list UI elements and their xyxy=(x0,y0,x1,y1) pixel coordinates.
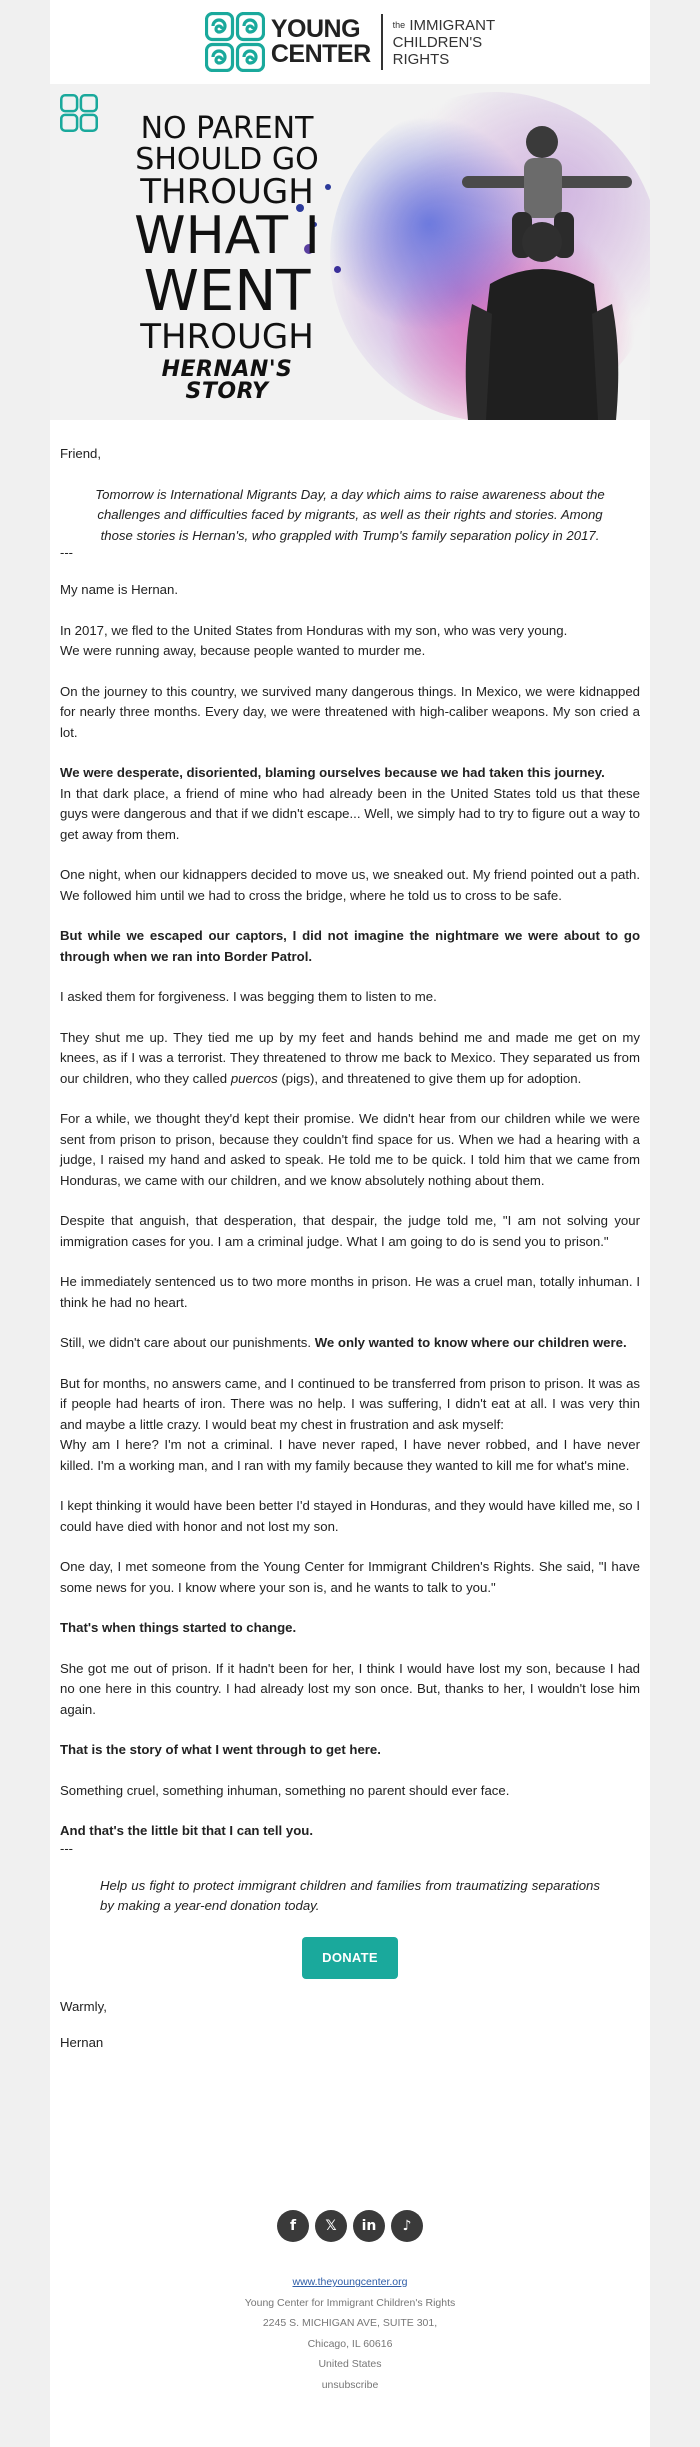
donation-appeal: Help us fight to protect immigrant children and families from traumatizing separations by making a year-end donation today. xyxy=(100,1877,600,1913)
x-twitter-icon[interactable]: 𝕏 xyxy=(315,2210,347,2242)
footer-country: United States xyxy=(318,2358,382,2370)
paragraph: On the journey to this country, we survived many dangerous things. In Mexico, we were kidnapped for nearly three months. Every day, we were threatened with high-caliber weapons. My son cried a lot. xyxy=(60,683,640,740)
paragraph: In that dark place, a friend of mine who had already been in the United States told us that these guys were dangerous and that if we didn't escape... Well, we simply had to try to figure out a way to get away from them. xyxy=(60,785,640,842)
paragraph: He immediately sentenced us to two more months in prison. He was a cruel man, totally inhuman. I think he had no heart. xyxy=(60,1274,640,1310)
social-links xyxy=(50,2210,650,2242)
paragraph: I kept thinking it would have been better I'd stayed in Honduras, and they would have killed me, so I could have died with honor and not lost my son. xyxy=(60,1498,640,1534)
hero-line: SHOULD GO xyxy=(135,141,319,177)
logo-wordmark xyxy=(271,17,371,67)
logo-subtitle xyxy=(393,17,496,68)
paragraph-bold: We were desperate, disoriented, blaming ourselves because we had taken this journey. xyxy=(60,765,605,780)
italic-word: puercos xyxy=(230,1070,278,1086)
intro-paragraph: Tomorrow is International Migrants Day, a day which aims to raise awareness about the challenges and difficulties faced by migrants, as well as their rights and stories. Among those stories is Hernan's, who grappled with Trump's family separation policy in 2017. xyxy=(95,486,605,543)
father-son-photo xyxy=(442,114,642,420)
paragraph xyxy=(60,1028,640,1090)
hero-line: WHAT I xyxy=(134,205,320,266)
signoff-name: Hernan xyxy=(60,2035,104,2050)
hero-line: THROUGH xyxy=(140,317,314,357)
hero-banner[interactable] xyxy=(50,84,650,420)
paragraph: Despite that anguish, that desperation, that despair, the judge told me, "I am not solving your immigration cases for you. I am a criminal judge. What I am going to do is send you to prison." xyxy=(60,1213,640,1249)
letter-body xyxy=(50,420,650,2051)
footer-org: Young Center for Immigrant Children's Rights xyxy=(244,2296,456,2309)
bold-run: We only wanted to know where our children were. xyxy=(314,1335,627,1350)
paragraph: For a while, we thought they'd kept their promise. We didn't hear from our children while we were sent from prison to prison, because they couldn't find space for us. When we had a hearing with a judge, I raised my hand and asked to speak. He told me to be quick. I told him that we came from Honduras, we came with our children, and we know absolutely nothing about them. xyxy=(60,1111,640,1188)
header xyxy=(50,0,650,84)
hero-logo-icon xyxy=(60,94,98,132)
paragraph-bold: That's when things started to change. xyxy=(60,1620,297,1635)
paragraph: Why am I here? I'm not a criminal. I have never raped, I have never robbed, and I have never killed. I'm a working man, and I ran with my family because they wanted to kill me for what's mine. xyxy=(60,1437,640,1473)
logo-childrens: CHILDREN'S xyxy=(392,33,483,51)
paragraph: I asked them for forgiveness. I was begging them to listen to me. xyxy=(60,989,437,1004)
separator: --- xyxy=(60,545,73,560)
paragraph-bold: But while we escaped our captors, I did not imagine the nightmare we were about to go through when we ran into Border Patrol. xyxy=(60,928,640,964)
email-container xyxy=(50,0,650,2447)
paint-dot xyxy=(334,266,341,273)
footer xyxy=(50,2272,650,2395)
paragraph: My name is Hernan. xyxy=(60,582,178,597)
paragraph: But for months, no answers came, and I continued to be transferred from prison to prison. It was as if people had hearts of iron. There was no help. I was suffering, I didn't eat at all. I was very thin and maybe a little crazy. I would beat my chest in frustration and ask myself: xyxy=(60,1375,640,1432)
paragraph-bold: That is the story of what I went through to get here. xyxy=(60,1742,381,1757)
paragraph: We were running away, because people wanted to murder me. xyxy=(60,643,426,658)
paragraph: One day, I met someone from the Young Center for Immigrant Children's Rights. She said, "I have some news for you. I know where your son is, and he wants to talk to you." xyxy=(60,1559,640,1595)
text-run: They shut me up. They tied me up by my feet and hands behind me and made me get on my knees, as if I was a terrorist. They threatened to throw me back to Mexico. They separated us from our children, who they called xyxy=(60,1029,640,1086)
greeting: Friend, xyxy=(60,446,102,461)
young-center-logo-icon[interactable] xyxy=(205,12,265,72)
website-link[interactable]: www.theyoungcenter.org xyxy=(292,2276,408,2288)
signoff-line: Warmly, xyxy=(60,1999,107,2014)
footer-address: 2245 S. MICHIGAN AVE, SUITE 301, xyxy=(262,2317,438,2329)
text-run: Still, we didn't care about our punishments. xyxy=(60,1335,315,1350)
logo-line-center: CENTER xyxy=(270,40,371,68)
footer-city: Chicago, IL 60616 xyxy=(307,2337,393,2350)
text-run: (pigs), and threatened to give them up for adoption. xyxy=(277,1070,582,1086)
logo-divider xyxy=(381,14,383,70)
donate-button[interactable]: DONATE xyxy=(302,1937,398,1980)
tiktok-icon[interactable]: ♪ xyxy=(391,2210,423,2242)
paragraph xyxy=(60,1333,640,1354)
paragraph: She got me out of prison. If it hadn't been for her, I think I would have lost my son, because I had no one here in this country. I had already lost my son once. But, thanks to her, I wouldn't lose him again. xyxy=(60,1660,640,1717)
logo-rights: RIGHTS xyxy=(392,50,450,68)
logo-the: the xyxy=(392,19,406,30)
paragraph: One night, when our kidnappers decided to move us, we sneaked out. My friend pointed out a path. We followed him until we had to cross the bridge, where he told us to cross to be safe. xyxy=(60,867,640,903)
facebook-icon[interactable]: f xyxy=(277,2210,309,2242)
hero-subtitle: HERNAN'S STORY xyxy=(161,356,293,405)
hero-line: WENT xyxy=(143,258,311,324)
logo-immigrant: IMMIGRANT xyxy=(409,16,496,34)
paragraph: Something cruel, something inhuman, something no parent should ever face. xyxy=(60,1782,510,1798)
paragraph: In 2017, we fled to the United States from Honduras with my son, who was very young. xyxy=(60,622,568,638)
logo-line-young: YOUNG xyxy=(270,15,361,43)
paragraph-bold: And that's the little bit that I can tell you. xyxy=(60,1823,313,1838)
unsubscribe-link[interactable]: unsubscribe xyxy=(321,2378,379,2391)
hero-line: THROUGH xyxy=(140,172,314,213)
separator: --- xyxy=(60,1840,73,1856)
donate-wrapper xyxy=(60,1937,640,1980)
hero-line: NO PARENT xyxy=(140,111,314,146)
linkedin-icon[interactable]: in xyxy=(353,2210,385,2242)
hero-headline xyxy=(122,111,332,405)
